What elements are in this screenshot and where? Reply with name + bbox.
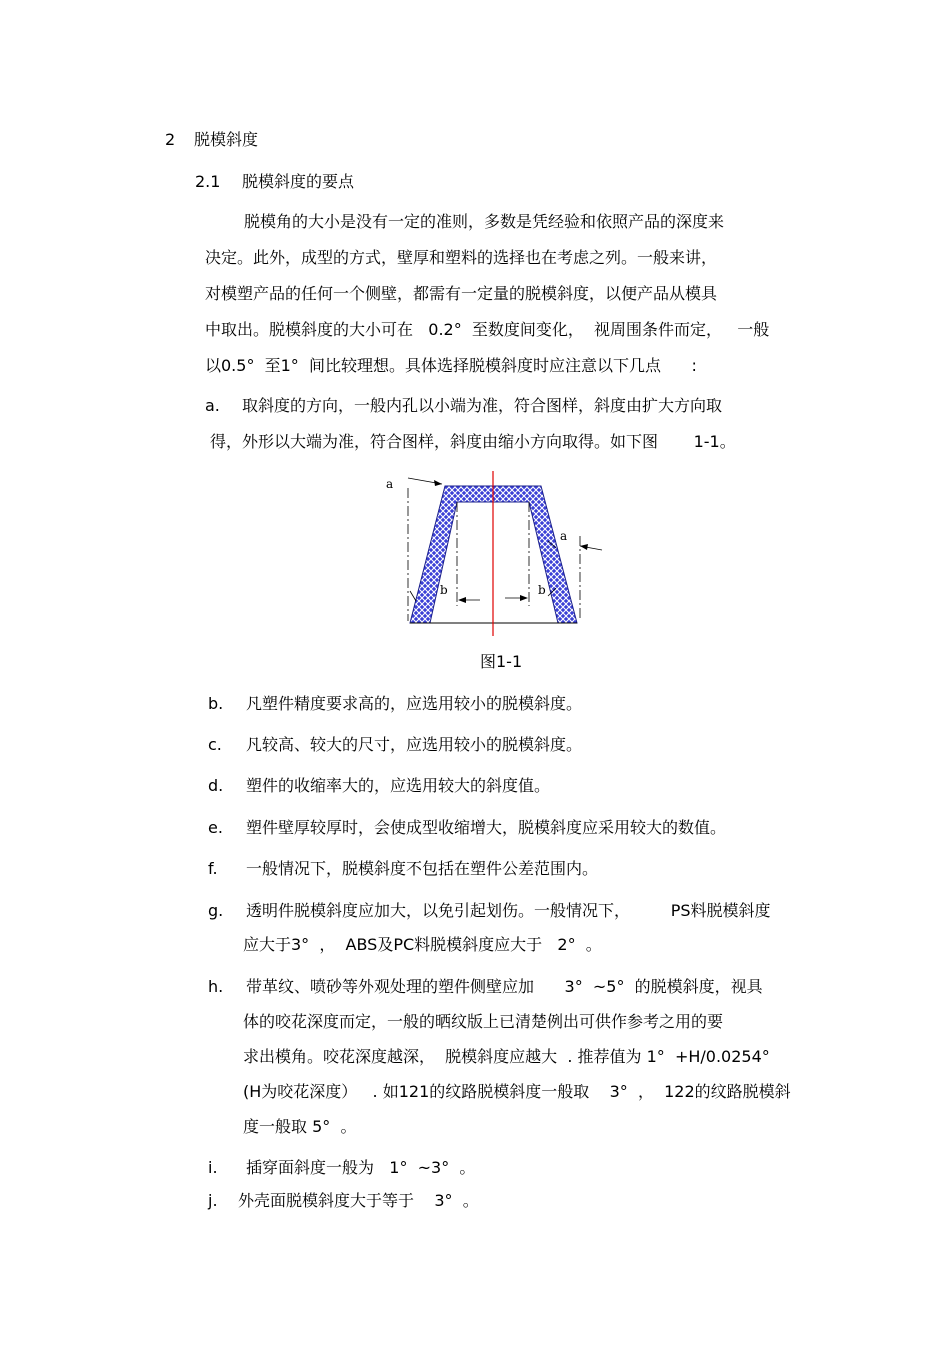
list-marker: c. bbox=[208, 735, 222, 754]
intro-line: 脱模角的大小是没有一定的准则，多数是凭经验和依照产品的深度来 bbox=[244, 212, 725, 231]
section-number: 2 bbox=[165, 130, 176, 149]
figure-label-a: a bbox=[386, 477, 394, 491]
list-item-line: 一般情况下，脱模斜度不包括在塑件公差范围内。 bbox=[246, 859, 599, 878]
list-marker: f. bbox=[208, 859, 218, 878]
list-marker: i. bbox=[208, 1158, 218, 1177]
list-item-line: 凡较高、较大的尺寸，应选用较小的脱模斜度。 bbox=[246, 735, 583, 754]
figure-label-b: b bbox=[538, 583, 546, 597]
list-item-line: 应大于3° ， ABS及PC料脱模斜度应大于 2° 。 bbox=[243, 935, 602, 954]
list-marker: e. bbox=[208, 818, 223, 837]
list-item-line: 度一般取 5° 。 bbox=[243, 1117, 357, 1136]
list-item-line: 凡塑件精度要求高的，应选用较小的脱模斜度。 bbox=[246, 694, 583, 713]
list-item-line: 塑件壁厚较厚时，会使成型收缩增大，脱模斜度应采用较大的数值。 bbox=[246, 818, 727, 837]
list-item-line: 带革纹、喷砂等外观处理的塑件侧壁应加 3° ~5° 的脱模斜度，视具 bbox=[246, 977, 763, 996]
draft-angle-figure bbox=[380, 466, 610, 641]
list-item-line: 体的咬花深度而定，一般的晒纹版上已清楚例出可供作参考之用的要 bbox=[243, 1012, 724, 1031]
intro-line: 中取出。脱模斜度的大小可在 0.2° 至数度间变化， 视周围条件而定， 一般 bbox=[205, 320, 770, 339]
figure-label-b: b bbox=[440, 583, 448, 597]
list-item-line: 求出模角。咬花深度越深， 脱模斜度应越大 . 推荐值为 1° +H/0.0254° bbox=[243, 1047, 770, 1066]
list-item-line: 插穿面斜度一般为 1° ~3° 。 bbox=[246, 1158, 476, 1177]
figure-caption: 图1-1 bbox=[480, 652, 523, 671]
list-marker: g. bbox=[208, 901, 224, 920]
list-item-line: 塑件的收缩率大的，应选用较大的斜度值。 bbox=[246, 776, 551, 795]
section-title: 脱模斜度 bbox=[194, 130, 259, 149]
list-item-line: 得，外形以大端为准，符合图样，斜度由缩小方向取得。如下图 1-1。 bbox=[210, 432, 736, 451]
list-item-line: 取斜度的方向，一般内孔以小端为准，符合图样，斜度由扩大方向取 bbox=[242, 396, 723, 415]
list-marker: b. bbox=[208, 694, 224, 713]
list-marker: a. bbox=[205, 396, 220, 415]
list-item-line: (H为咬花深度） . 如121的纹路脱模斜度一般取 3° ， 122的纹路脱模斜 bbox=[243, 1082, 791, 1101]
subsection-title: 脱模斜度的要点 bbox=[242, 172, 355, 191]
draft-angle-diagram bbox=[380, 466, 610, 641]
intro-line: 决定。此外，成型的方式，壁厚和塑料的选择也在考虑之列。一般来讲， bbox=[205, 248, 718, 267]
list-item-line: 透明件脱模斜度应加大，以免引起划伤。一般情况下， PS料脱模斜度 bbox=[246, 901, 771, 920]
figure-label-a: a bbox=[560, 529, 568, 543]
list-item-line: 外壳面脱模斜度大于等于 3° 。 bbox=[238, 1191, 479, 1210]
intro-line: 以0.5° 至1° 间比较理想。具体选择脱模斜度时应注意以下几点 : bbox=[205, 356, 697, 375]
list-marker: h. bbox=[208, 977, 224, 996]
subsection-number: 2.1 bbox=[195, 172, 221, 191]
intro-line: 对模塑产品的任何一个侧壁，都需有一定量的脱模斜度，以便产品从模具 bbox=[205, 284, 718, 303]
list-marker: j. bbox=[208, 1191, 218, 1210]
list-marker: d. bbox=[208, 776, 224, 795]
